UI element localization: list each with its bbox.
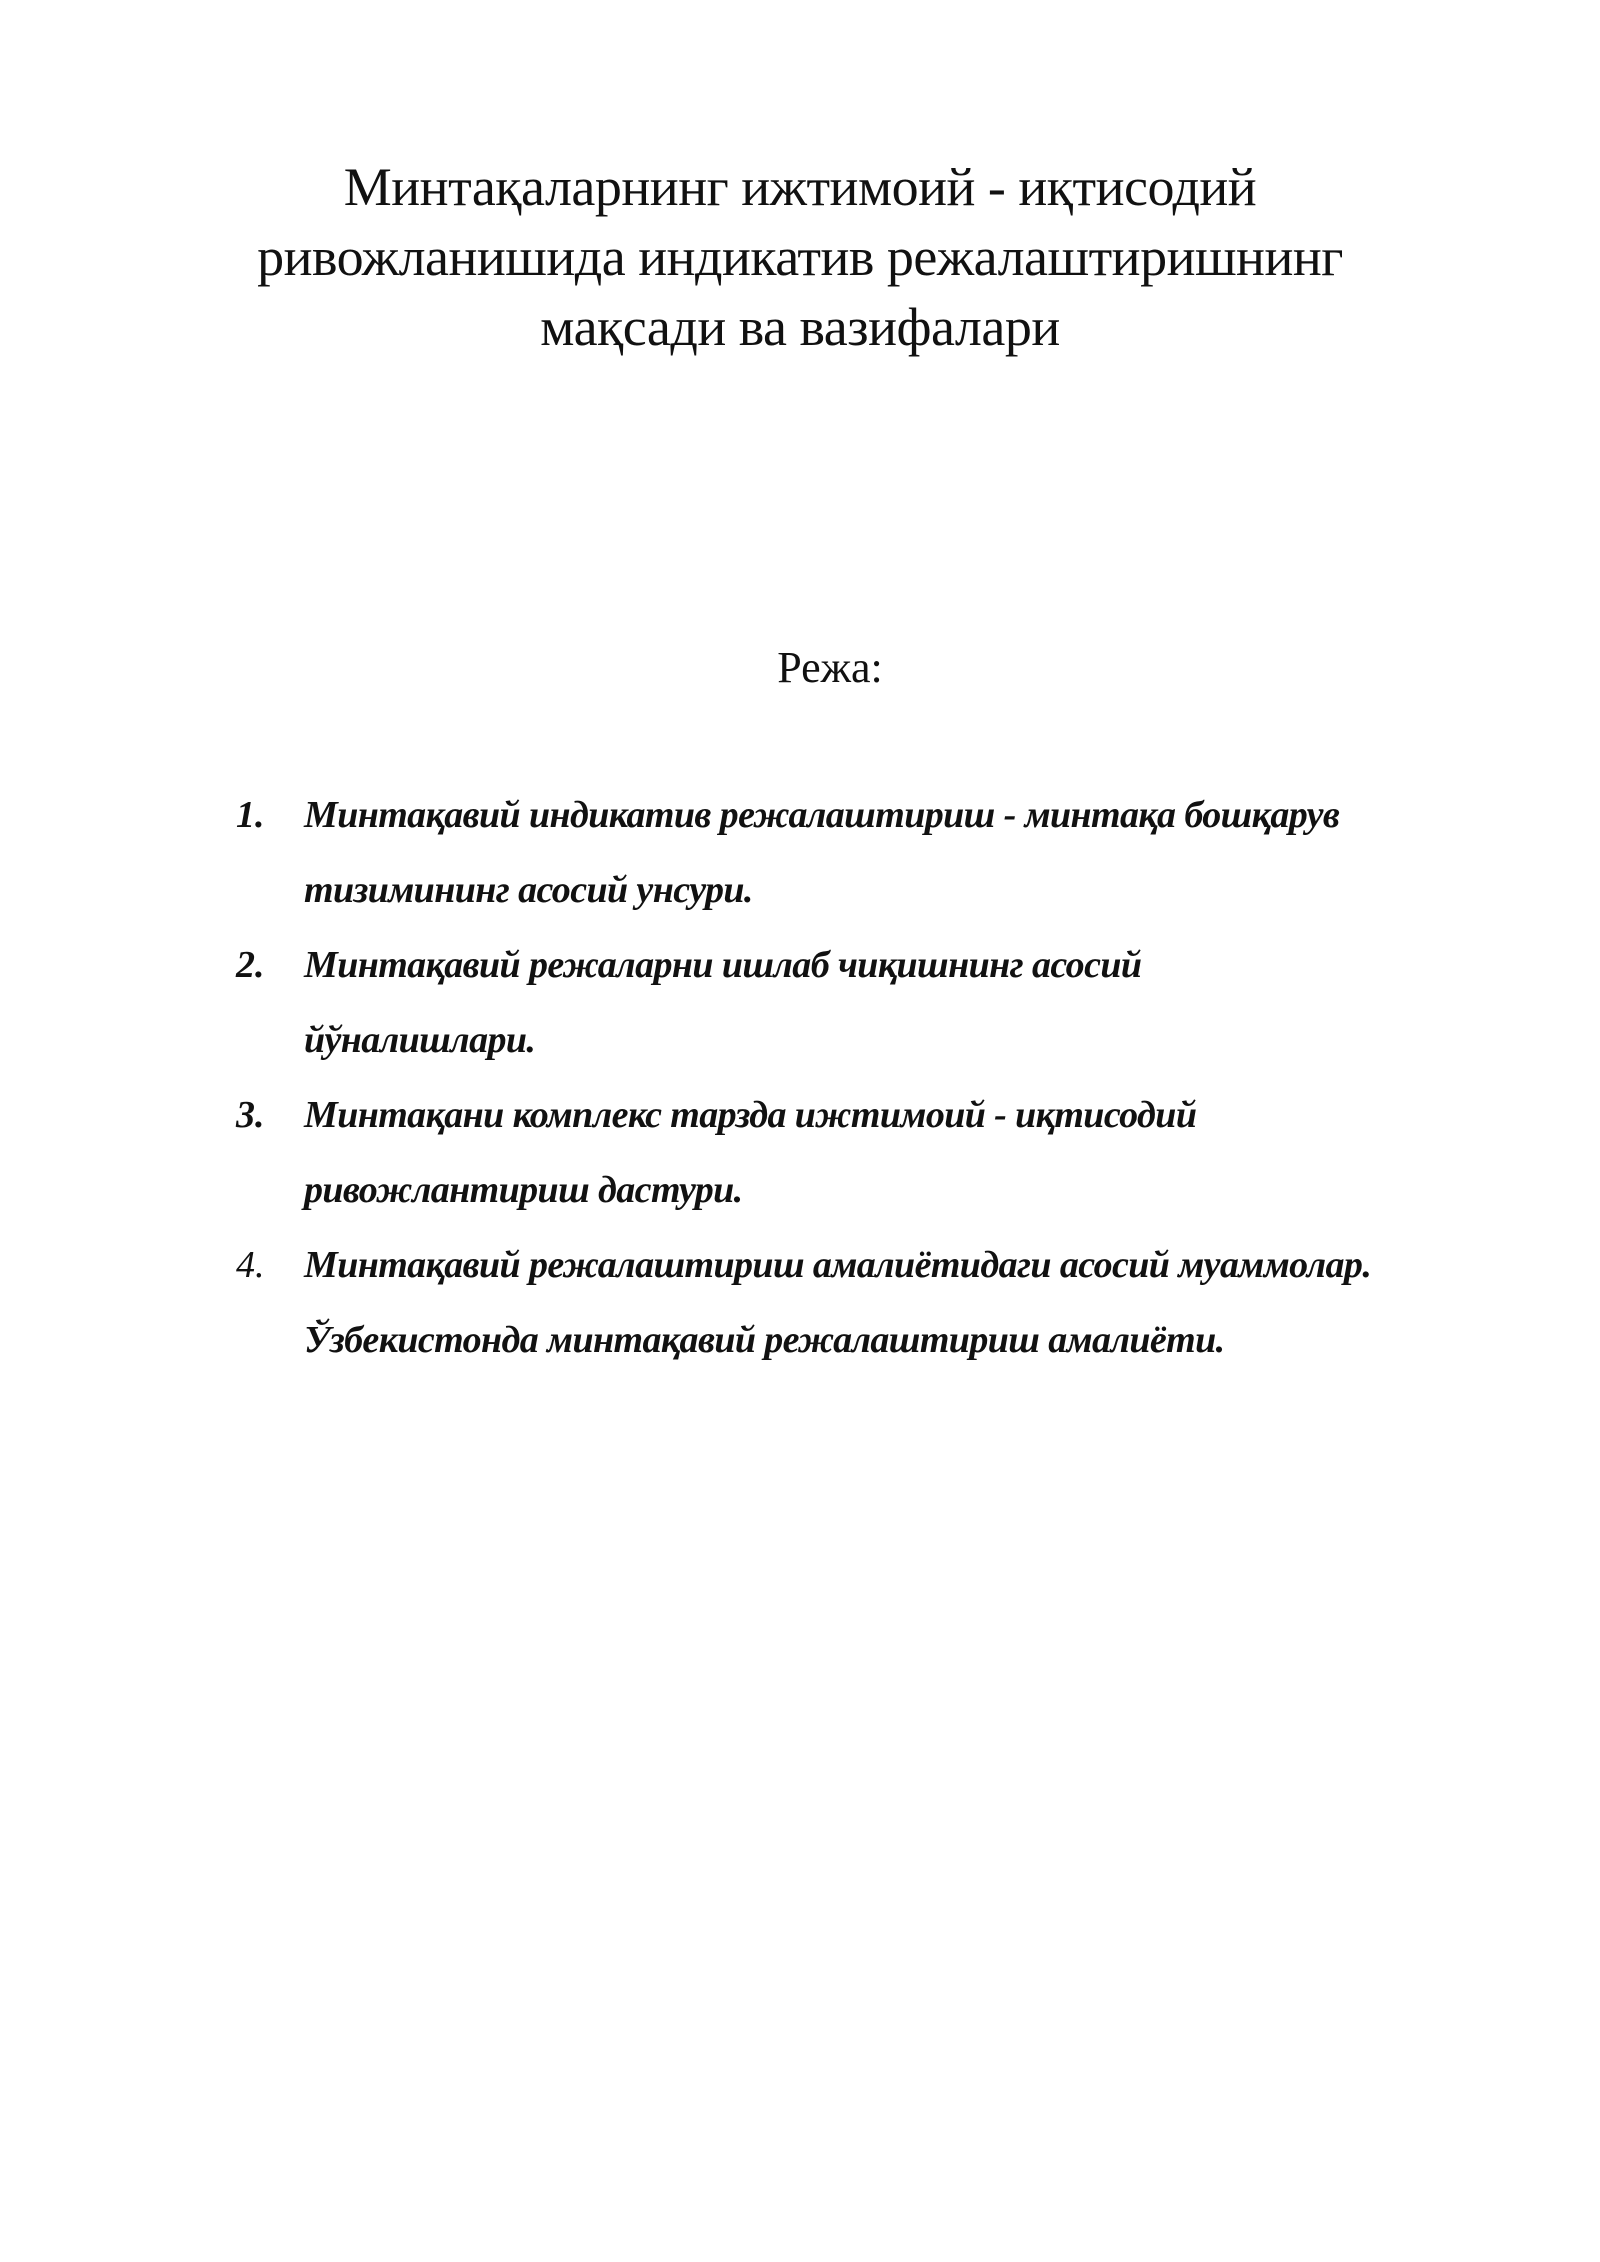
title-line: Минтақаларнинг ижтимоий - иқтисодий: [343, 157, 1257, 217]
document-title: [200, 152, 1400, 362]
plan-item-text: [304, 1228, 1514, 1378]
title-line: мақсади ва вазифалари: [540, 297, 1060, 357]
plan-item-line: Минтақавий режалаштириш амалиётидаги асосий муаммолар.: [304, 1244, 1372, 1286]
plan-item-3: [0, 1078, 1600, 1228]
plan-item-line: Минтақавий режаларни ишлаб чиқишнинг асосий: [304, 944, 1142, 986]
plan-item-number: 4.: [236, 1244, 265, 1286]
plan-item-number: 2.: [236, 944, 265, 986]
plan-item-number: 1.: [236, 794, 265, 836]
plan-item-line: Ўзбекистонда минтақавий режалаштириш амалиёти.: [304, 1319, 1225, 1361]
plan-item-2: [0, 928, 1600, 1078]
plan-item-1: [0, 778, 1600, 928]
plan-item-line: йўналишлари.: [304, 1019, 536, 1061]
plan-list: [0, 778, 1600, 1378]
title-line: ривожланишида индикатив режалаштиришнинг: [257, 227, 1343, 287]
plan-item-line: Минтақани комплекс тарзда ижтимоий - иқтисодий: [304, 1094, 1197, 1136]
plan-item-line: Минтақавий индикатив режалаштириш - минтақа бошқарув: [304, 794, 1340, 836]
plan-item-text: [304, 928, 1514, 1078]
plan-item-text: [304, 778, 1514, 928]
plan-item-line: тизимининг асосий унсури.: [304, 869, 753, 911]
plan-item-4: [0, 1228, 1600, 1378]
plan-item-number: 3.: [236, 1094, 265, 1136]
plan-item-text: [304, 1078, 1514, 1228]
plan-heading: Режа:: [777, 643, 883, 692]
plan-item-line: ривожлантириш дастури.: [304, 1169, 743, 1211]
